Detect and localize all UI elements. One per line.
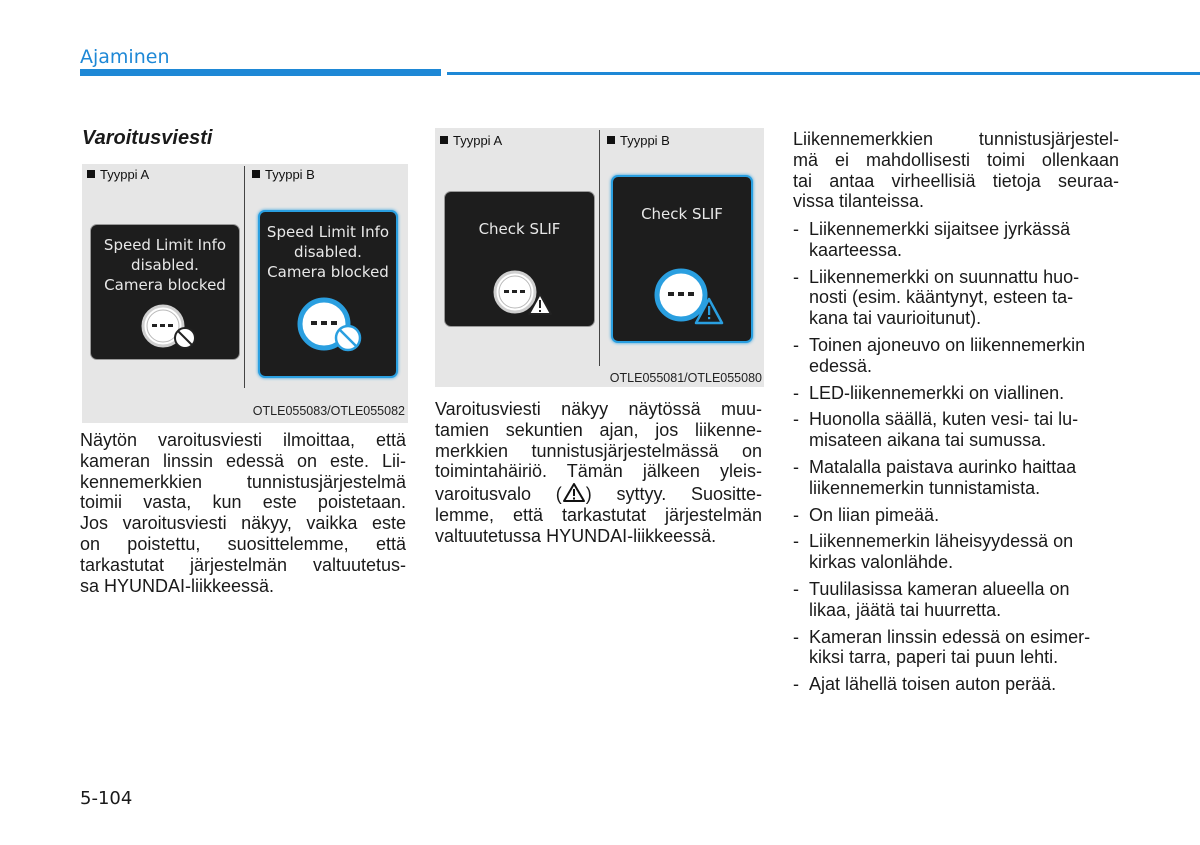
header-rule-thin [447,72,1200,75]
list-item [793,219,1119,261]
list-item-text: LED-liikennemerkki on viallinen. [809,382,1065,403]
text-line: sa HYUNDAI-liikkeessä. [80,575,275,596]
figure-label-type-b: Tyyppi B [252,167,315,182]
sign-prohibited-icon [292,294,372,360]
list-dash: - [793,456,799,477]
list-item-text: nosti (esim. kääntynyt, esteen ta- [809,287,1074,308]
figure-divider [244,166,245,388]
figure-caption: OTLE055083/OTLE055082 [252,404,405,418]
text-line: tamien sekuntien ajan, jos liikenne- [435,419,762,440]
list-item-text: kana tai vaurioitunut). [809,308,982,329]
figure-camera-blocked [82,164,408,423]
list-item [793,457,1119,499]
screen-message-line: Camera blocked [267,263,389,281]
text-fragment: varoitusvalo ( [435,484,562,505]
sign-warning-icon [649,265,729,331]
list-item [793,267,1119,329]
screen-message-line: disabled. [294,243,362,261]
list-dash: - [793,266,799,287]
text-line: vissa tilanteissa. [793,191,925,212]
text-line: Liikennemerkkien tunnistusjärjestel- [793,129,1119,149]
list-dash: - [793,626,799,647]
list-item-text: Ajat lähellä toisen auton perää. [809,674,1057,695]
paragraph-camera-blocked [80,430,406,596]
text-line: Jos varoitusviesti näkyy, vaikka este [80,513,406,534]
display-screen-type-b [611,175,753,343]
list-dash: - [793,219,799,239]
list-item-text: Kameran linssin edessä on esimer- [809,626,1091,647]
text-line: merkkien tunnistusjärjestelmässä on [435,440,762,461]
text-line: Varoitusviesti näkyy näytössä muu- [435,399,762,419]
list-item [793,627,1119,669]
text-fragment: ) syttyy. Suositte- [585,484,762,505]
list-item-text: Liikennemerkki sijaitsee jyrkässä [809,219,1071,239]
figure-check-slif [435,128,764,387]
warning-light-icon [562,482,586,503]
list-item-text: Liikennemerkki on suunnattu huo- [809,266,1080,287]
list-item-text: likaa, jäätä tai huurretta. [809,599,1002,620]
list-item [793,409,1119,451]
text-line-with-warning-icon [435,482,762,505]
text-line: tarkastutat järjestelmän valtuutetus- [80,554,406,575]
display-screen-type-b [258,210,398,378]
screen-message: Check SLIF [478,220,561,238]
text-line: toimii vasta, kun este poistetaan. [80,492,406,513]
sign-prohibited-icon [135,300,205,356]
text-line: valtuutetussa HYUNDAI-liikkeessä. [435,525,717,546]
list-item-text: edessä. [809,355,873,376]
list-item [793,335,1119,377]
text-line: kameran linssin edessä on este. Lii- [80,450,406,471]
list-dash: - [793,578,799,599]
list-item-text: On liian pimeää. [809,504,940,525]
list-item [793,383,1119,404]
limitations-list [793,219,1119,701]
figure-label-type-b: Tyyppi B [607,133,670,148]
figure-label-type-a: Tyyppi A [87,167,149,182]
list-item-text: kaarteessa. [809,239,903,260]
text-line: Näytön varoitusviesti ilmoittaa, että [80,430,406,450]
list-item-text: Tuulilasissa kameran alueella on [809,578,1070,599]
figure-divider [599,130,600,366]
text-line: lemme, että tarkastutat järjestelmän [435,504,762,525]
text-line: on poistettu, suosittelemme, että [80,533,406,554]
screen-message: Check SLIF [641,205,723,223]
list-item-text: Liikennemerkin läheisyydessä on [809,531,1074,552]
list-item [793,505,1119,526]
section-title: Varoitusviesti [82,127,213,149]
text-line: tai antaa virheellisiä tietoja seuraa- [793,170,1119,191]
list-dash: - [793,504,799,525]
list-item-text: kiksi tarra, paperi tai puun lehti. [809,647,1059,668]
figure-caption: OTLE055081/OTLE055080 [609,371,762,385]
text-line: mä ei mahdollisesti toimi ollenkaan [793,149,1119,170]
list-item-text: liikennemerkin tunnistamista. [809,477,1041,498]
sign-warning-icon [487,266,557,322]
chapter-title: Ajaminen [80,46,170,68]
paragraph-limitations-intro [793,129,1119,212]
list-dash: - [793,382,799,403]
display-screen-type-a [444,191,595,327]
list-item-text: Matalalla paistava aurinko haittaa [809,456,1077,477]
list-dash: - [793,674,799,695]
list-item-text: kirkas valonlähde. [809,552,954,573]
list-item [793,579,1119,621]
figure-label-type-a: Tyyppi A [440,133,502,148]
paragraph-warning-message [435,399,762,547]
header-rule-thick [80,69,441,76]
list-dash: - [793,334,799,355]
list-item [793,674,1119,695]
text-line: toimintahäiriö. Tämän jälkeen yleis- [435,461,762,482]
list-dash: - [793,531,799,552]
display-screen-type-a [90,224,240,360]
list-item-text: Toinen ajoneuvo on liikennemerkin [809,334,1086,355]
screen-message-line: Camera blocked [104,276,226,294]
list-item [793,531,1119,573]
text-line: kennemerkkien tunnistusjärjestelmä [80,471,406,492]
list-item-text: misateen aikana tai sumussa. [809,430,1047,451]
screen-message-line: Speed Limit Info [103,236,227,254]
list-item-text: Huonolla säällä, kuten vesi- tai lu- [809,409,1079,430]
screen-message-line: Speed Limit Info [266,223,390,241]
list-dash: - [793,409,799,430]
page-number: 5-104 [80,788,133,809]
screen-message-line: disabled. [131,256,199,274]
